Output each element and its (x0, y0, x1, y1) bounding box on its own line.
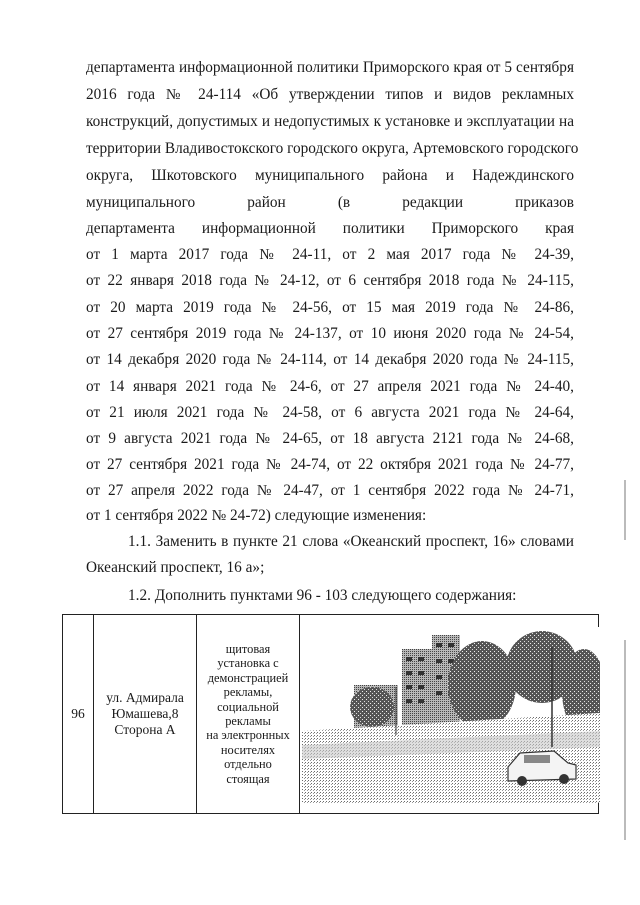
type-line: щитовая (225, 641, 271, 656)
scan-edge-mark (624, 640, 626, 840)
address-cell (94, 615, 197, 814)
paragraph-line: департамента информационной политики Приморского края от 5 сентября (86, 59, 574, 76)
paragraph-line: от 9 августа 2021 года № 24-65, от 18 августа 2121 года № 24-68, (86, 430, 574, 447)
item-1-2: 1.2. Дополнить пунктами 96 - 103 следующего содержания: (128, 587, 517, 604)
type-line: отдельно (224, 757, 272, 772)
paragraph-line: от 21 июля 2021 года № 24-58, от 6 августа 2021 года № 24-64, (86, 404, 574, 421)
row-number: 96 (63, 615, 94, 814)
type-line: социальной (217, 699, 279, 714)
paragraph-line: от 22 января 2018 года № 24-12, от 6 сентября 2018 года № 24-115, (86, 272, 574, 289)
paragraph-line: от 1 марта 2017 года № 24-11, от 2 мая 2017 года № 24-39, (86, 246, 574, 263)
scan-edge-mark (624, 480, 626, 540)
item-1-1: 1.1. Заменить в пункте 21 слова «Океанский проспект, 16» словами (128, 533, 574, 550)
paragraph-line: от 14 декабря 2020 года № 24-114, от 14 декабря 2020 года № 24-115, (86, 351, 574, 368)
paragraph-line: территории Владивостокского городского округа, Артемовского городского (86, 140, 579, 157)
paragraph-line: конструкций, допустимых и недопустимых к установке и эксплуатации на (86, 113, 574, 130)
paragraph-line: от 20 марта 2019 года № 24-56, от 15 мая 2019 года № 24-86, (86, 299, 574, 316)
construction-type-cell (197, 615, 300, 814)
street-photo-icon (302, 627, 600, 803)
paragraph-line: муниципального район (в редакции приказов (86, 194, 574, 211)
type-line: носителях (220, 742, 276, 757)
paragraph-line: 2016 года № 24-114 «Об утверждении типов и видов рекламных (86, 86, 574, 103)
advertising-table (62, 614, 599, 814)
type-line: демонстрацией (207, 670, 289, 685)
item-1-1-continuation: Океанский проспект, 16 а»; (86, 559, 265, 576)
address-line: Сторона А (114, 722, 176, 737)
table-row (63, 615, 599, 814)
paragraph-line: от 27 сентября 2021 года № 24-74, от 22 октября 2021 года № 24-77, (86, 456, 574, 473)
type-line: рекламы, (223, 685, 273, 700)
paragraph-line: от 27 апреля 2022 года № 24-47, от 1 сентября 2022 года № 24-71, (86, 482, 574, 499)
type-line: стоящая (226, 771, 270, 786)
paragraph-line: от 1 сентября 2022 № 24-72) следующие изменения: (86, 507, 427, 524)
paragraph-line: департамента информационной политики Приморского края (86, 220, 574, 237)
paragraph-line: от 14 января 2021 года № 24-6, от 27 апреля 2021 года № 24-40, (86, 378, 574, 395)
photo-cell (300, 615, 599, 814)
paragraph-line: округа, Шкотовского муниципального района и Надеждинского (86, 167, 574, 184)
paragraph-line: от 27 сентября 2019 года № 24-137, от 10 июня 2020 года № 24-54, (86, 325, 574, 342)
type-line: на электронных (206, 728, 290, 743)
address-line: Юмашева,8 (111, 706, 179, 721)
type-line: установка с (217, 656, 279, 671)
type-line: рекламы (225, 714, 271, 728)
address-line: ул. Адмирала (106, 690, 184, 705)
